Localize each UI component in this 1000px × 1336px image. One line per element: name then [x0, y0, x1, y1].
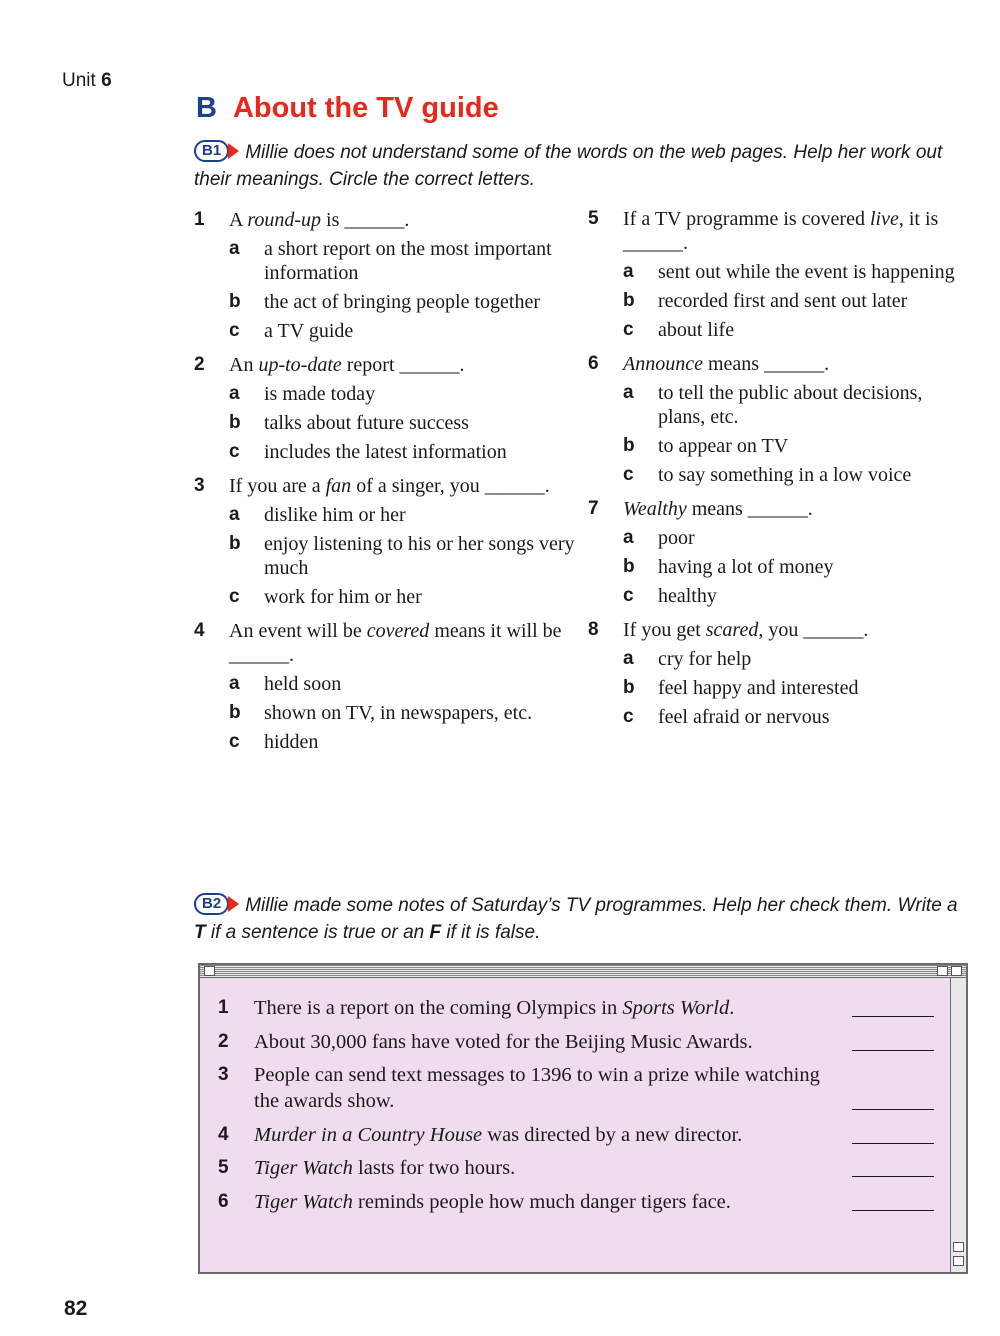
option-text: recorded first and sent out later	[658, 290, 908, 312]
option-letter[interactable]: c	[623, 706, 634, 727]
option-text: is made today	[264, 383, 376, 405]
question-pre: If you are a	[229, 475, 326, 497]
scroll-up-icon[interactable]	[953, 1242, 964, 1252]
option-c[interactable]	[229, 585, 579, 609]
page-number: 82	[64, 1297, 88, 1320]
question-3	[194, 474, 579, 609]
option-c[interactable]	[229, 440, 579, 464]
option-text: a TV guide	[264, 320, 354, 342]
question-text	[623, 207, 968, 255]
question-text	[623, 352, 968, 376]
option-letter[interactable]: c	[229, 586, 240, 607]
statement-number: 5	[218, 1157, 229, 1178]
option-letter[interactable]: a	[623, 382, 634, 403]
questions-right-column	[588, 207, 968, 739]
answer-blank[interactable]	[852, 1049, 934, 1051]
option-list	[194, 237, 579, 343]
question-number: 7	[588, 498, 599, 519]
scroll-down-icon[interactable]	[953, 1256, 964, 1266]
statement-row	[218, 1155, 934, 1181]
option-text: healthy	[658, 585, 717, 607]
option-letter[interactable]: a	[229, 504, 240, 525]
question-2	[194, 353, 579, 464]
statement-text	[254, 1122, 838, 1148]
statement-number: 6	[218, 1190, 229, 1212]
option-letter[interactable]: b	[623, 556, 635, 577]
question-keyword: round-up	[247, 209, 322, 231]
statement-number: 4	[218, 1123, 229, 1145]
option-letter[interactable]: a	[623, 527, 634, 548]
option-c[interactable]	[623, 584, 968, 608]
vertical-scrollbar[interactable]	[950, 978, 966, 1272]
question-text	[229, 474, 579, 498]
question-keyword: Wealthy	[623, 498, 687, 520]
option-a[interactable]	[623, 526, 968, 550]
option-b[interactable]	[229, 411, 579, 435]
option-letter[interactable]: c	[623, 319, 634, 340]
question-text	[623, 497, 968, 521]
option-c[interactable]	[623, 705, 968, 729]
statement-row	[218, 995, 934, 1021]
play-arrow-icon	[228, 143, 239, 159]
close-box-icon[interactable]	[204, 966, 215, 976]
statement-row	[218, 1062, 934, 1114]
option-b[interactable]	[623, 434, 968, 458]
option-text: includes the latest information	[264, 441, 507, 463]
question-4	[194, 619, 579, 754]
question-keyword: Announce	[623, 353, 703, 375]
b2-badge: B2	[194, 893, 239, 915]
question-line	[588, 352, 968, 376]
option-text: enjoy listening to his or her songs very much	[264, 533, 575, 579]
question-text	[229, 353, 579, 377]
question-number: 3	[194, 475, 205, 496]
statement-list	[218, 995, 934, 1222]
option-text: the act of bringing people together	[264, 291, 541, 313]
option-letter[interactable]: a	[229, 383, 240, 404]
statement-number: 3	[218, 1064, 229, 1085]
option-letter[interactable]: b	[229, 412, 241, 433]
question-pre: An	[229, 354, 259, 376]
question-number: 8	[588, 619, 599, 640]
statement-number: 2	[218, 1030, 229, 1052]
option-letter[interactable]: c	[229, 320, 240, 341]
question-keyword: up-to-date	[258, 354, 342, 376]
option-c[interactable]	[229, 730, 579, 754]
section-title-text: About the TV guide	[232, 92, 499, 124]
question-number: 1	[194, 209, 205, 230]
unit-label: Unit 6	[62, 70, 112, 91]
option-text: feel happy and interested	[658, 677, 859, 699]
question-5	[588, 207, 968, 342]
option-c[interactable]	[229, 319, 579, 343]
question-number: 2	[194, 354, 205, 375]
option-a[interactable]	[623, 381, 968, 429]
statement-body: There is a report on the coming Olympics in	[254, 997, 623, 1019]
option-letter[interactable]: c	[623, 464, 634, 485]
question-number: 6	[588, 353, 599, 374]
question-1	[194, 208, 579, 343]
question-post: , it is ______.	[623, 208, 939, 254]
option-a[interactable]	[623, 260, 968, 284]
window-title-bar[interactable]	[200, 965, 966, 978]
option-b[interactable]	[229, 532, 579, 580]
option-text: having a lot of money	[658, 556, 834, 578]
option-text: a short report on the most important information	[264, 238, 552, 284]
statement-title: Tiger Watch	[254, 1157, 353, 1179]
question-number: 4	[194, 620, 205, 641]
option-text: poor	[658, 527, 695, 549]
option-letter[interactable]: b	[229, 533, 241, 554]
option-text: about life	[658, 319, 735, 341]
statement-text	[254, 1155, 838, 1181]
option-b[interactable]	[229, 701, 579, 725]
statement-row	[218, 1189, 934, 1215]
option-letter[interactable]: a	[229, 673, 240, 694]
answer-blank[interactable]	[852, 1108, 934, 1110]
statement-text	[254, 1062, 838, 1114]
option-a[interactable]	[623, 647, 968, 671]
question-6	[588, 352, 968, 487]
b1-instruction: B1 Millie does not understand some of the words on the web pages. Help her work out their meanings. Circle the correct letters.	[194, 141, 943, 190]
option-letter[interactable]: a	[623, 648, 634, 669]
b2-instruction: B2 Millie made some notes of Saturday’s TV programmes. Help her check them. Write a T if a sentence is true or an F if it is false.	[194, 894, 958, 943]
option-b[interactable]	[229, 290, 579, 314]
option-text: held soon	[264, 673, 342, 695]
option-letter[interactable]: b	[229, 291, 241, 312]
question-post: is ______.	[321, 209, 410, 231]
question-post: , you ______.	[758, 619, 869, 641]
statement-row	[218, 1122, 934, 1148]
question-line	[588, 497, 968, 521]
question-pre: If a TV programme is covered	[623, 208, 870, 230]
answer-blank[interactable]	[852, 1175, 934, 1177]
option-letter[interactable]: b	[623, 290, 635, 311]
statement-body: People can send text messages to 1396 to win a prize while watching the awards show.	[254, 1064, 820, 1112]
questions-left-column	[194, 208, 579, 764]
question-line	[194, 619, 579, 667]
option-b[interactable]	[623, 676, 968, 700]
question-8	[588, 618, 968, 729]
notes-window	[198, 963, 968, 1274]
question-post: means ______.	[702, 353, 830, 375]
question-pre: An event will be	[229, 620, 367, 642]
option-list	[588, 647, 968, 729]
option-letter[interactable]: c	[623, 585, 634, 606]
question-line	[194, 208, 579, 232]
option-text: talks about future success	[264, 412, 469, 434]
option-text: shown on TV, in newspapers, etc.	[264, 702, 533, 724]
option-text: cry for help	[658, 648, 752, 670]
b1-badge: B1	[194, 140, 239, 162]
statement-title: Tiger Watch	[254, 1190, 353, 1213]
option-a[interactable]	[229, 672, 579, 696]
question-keyword: live	[869, 208, 899, 230]
option-letter[interactable]: b	[623, 435, 635, 456]
statement-body: lasts for two hours.	[352, 1157, 516, 1179]
question-post: report ______.	[341, 354, 465, 376]
option-text: to appear on TV	[658, 435, 789, 457]
question-text	[229, 619, 579, 667]
statement-row	[218, 1029, 934, 1055]
statement-title: Murder in a Country House	[254, 1123, 483, 1146]
option-letter[interactable]: c	[229, 731, 240, 752]
option-text: to say something in a low voice	[658, 464, 912, 486]
statement-text	[254, 995, 838, 1021]
option-c[interactable]	[623, 463, 968, 487]
option-letter[interactable]: c	[229, 441, 240, 462]
option-list	[194, 672, 579, 754]
option-text: hidden	[264, 731, 319, 753]
statement-number: 1	[218, 997, 229, 1018]
question-line	[588, 618, 968, 642]
question-line	[194, 474, 579, 498]
statement-body: About 30,000 fans have voted for the Beijing Music Awards.	[254, 1030, 753, 1053]
question-keyword: fan	[325, 475, 352, 497]
answer-blank[interactable]	[852, 1015, 934, 1017]
question-text	[623, 618, 968, 642]
question-line	[588, 207, 968, 255]
question-7	[588, 497, 968, 608]
option-list	[588, 260, 968, 342]
question-keyword: scared	[705, 619, 759, 641]
question-pre: A	[229, 209, 248, 231]
question-text	[229, 208, 579, 232]
zoom-box-icon[interactable]	[937, 966, 948, 976]
option-text: dislike him or her	[264, 504, 406, 526]
option-text: sent out while the event is happening	[658, 261, 955, 283]
option-text: feel afraid or nervous	[658, 706, 830, 728]
option-list	[194, 503, 579, 609]
option-list	[194, 382, 579, 464]
question-keyword: covered	[366, 620, 430, 642]
option-b[interactable]	[623, 289, 968, 313]
option-letter[interactable]: a	[229, 238, 240, 259]
option-b[interactable]	[623, 555, 968, 579]
option-text: to tell the public about decisions, plans, etc.	[658, 382, 923, 428]
option-a[interactable]	[229, 503, 579, 527]
option-letter[interactable]: b	[623, 677, 635, 698]
question-line	[194, 353, 579, 377]
play-arrow-icon	[228, 896, 239, 912]
statement-body: reminds people how much danger tigers face.	[352, 1190, 731, 1213]
option-list	[588, 526, 968, 608]
statement-text	[254, 1029, 838, 1055]
question-post: means ______.	[686, 498, 813, 520]
option-c[interactable]	[623, 318, 968, 342]
option-text: work for him or her	[264, 586, 422, 608]
question-pre: If you get	[623, 619, 706, 641]
question-post: of a singer, you ______.	[351, 475, 550, 497]
section-letter: B	[196, 92, 217, 124]
collapse-box-icon[interactable]	[951, 966, 962, 976]
option-list	[588, 381, 968, 487]
option-a[interactable]	[229, 382, 579, 406]
question-post: means it will be ______.	[229, 620, 562, 666]
statement-text	[254, 1189, 838, 1215]
section-title	[196, 92, 499, 125]
option-letter[interactable]: a	[623, 261, 634, 282]
question-number: 5	[588, 208, 599, 229]
option-letter[interactable]: b	[229, 702, 241, 723]
answer-blank[interactable]	[852, 1142, 934, 1144]
option-a[interactable]	[229, 237, 579, 285]
statement-title-inline: Sports World	[622, 997, 730, 1019]
statement-body: was directed by a new director.	[482, 1123, 743, 1146]
statement-end: .	[729, 997, 735, 1019]
answer-blank[interactable]	[852, 1209, 934, 1211]
